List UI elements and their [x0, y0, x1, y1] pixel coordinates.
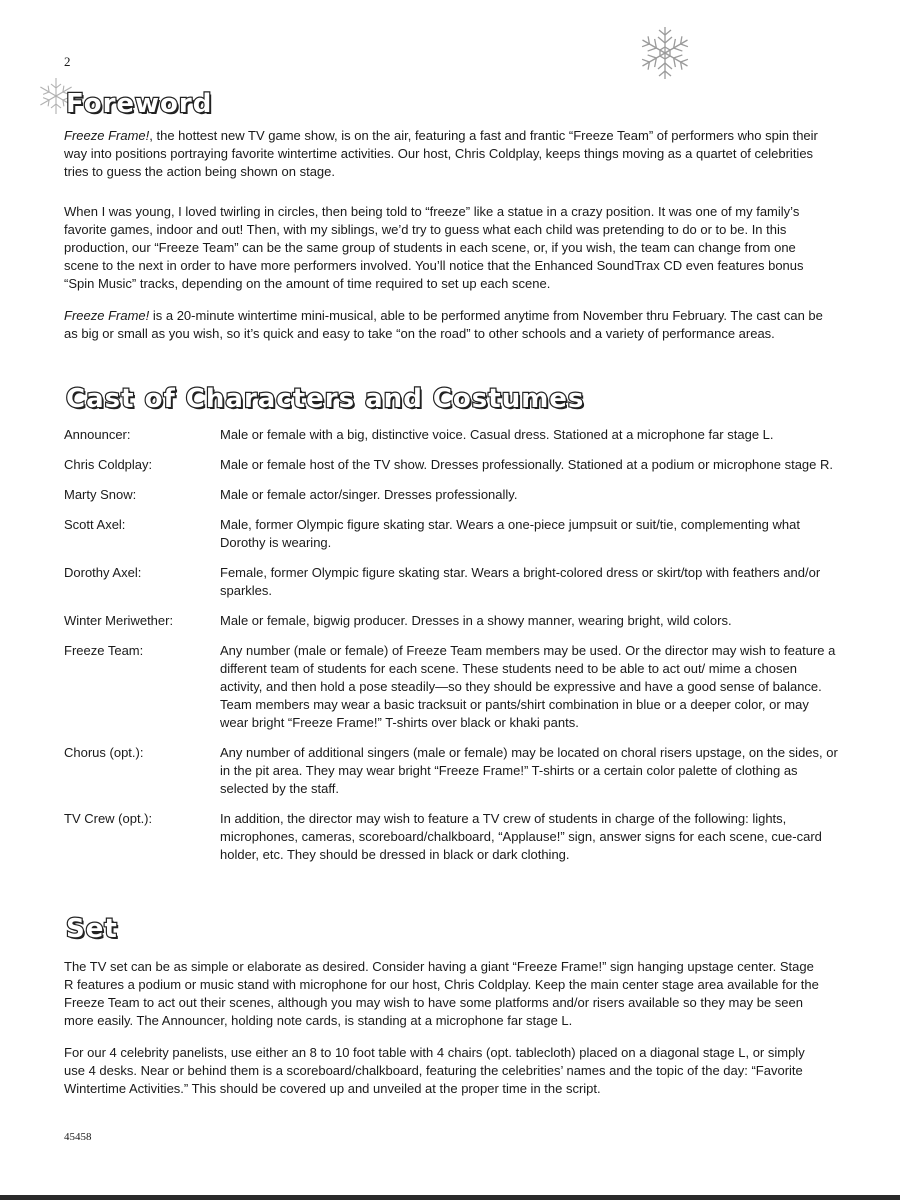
role-description: Female, former Olympic figure skating star. Wears a bright-colored dress or skirt/top with feathers and/or sparkles.	[220, 565, 821, 598]
snowflake-icon	[636, 24, 694, 82]
cast-row	[64, 642, 839, 732]
foreword-paragraph	[64, 307, 824, 343]
role-name: Announcer:	[64, 427, 131, 442]
role-description: Male or female actor/singer. Dresses professionally.	[220, 487, 518, 502]
role-name: Chris Coldplay:	[64, 457, 153, 472]
role-name: Winter Meriwether:	[64, 613, 174, 628]
show-title: Freeze Frame!	[64, 128, 150, 143]
cast-row	[64, 810, 839, 864]
foreword-paragraph: When I was young, I loved twirling in circles, then being told to “freeze” like a statue in a crazy position. It was one of my family’s favorite games, indoor and out! Then, with my siblings, we’d try to guess what each child was pretending to do or to be. In this production, our “Freeze Team” can be the same group of students in each scene, or, if you wish, the team can change from one scene to the next in order to have more performers involved. You’ll notice that the Enhanced SoundTrax CD even features bonus “Spin Music” tracks, depending on the amount of time required to set up each scene.	[64, 204, 804, 291]
footer-code: 45458	[64, 1131, 92, 1143]
show-title: Freeze Frame!	[64, 308, 150, 323]
role-description: Male or female host of the TV show. Dresses professionally. Stationed at a podium or microphone stage R.	[220, 457, 833, 472]
set-paragraph: For our 4 celebrity panelists, use either an 8 to 10 foot table with 4 chairs (opt. tablecloth) placed on a diagonal stage L, or simply use 4 desks. Near or behind them is a scoreboard/chalkboard, featuring the celebrities’ names and the topic of the day: “Favorite Wintertime Activities.” This should be covered up and unveiled at the proper time in the script.	[64, 1045, 805, 1096]
bottom-rule	[0, 1195, 900, 1200]
role-name: TV Crew (opt.):	[64, 811, 153, 826]
cast-row	[64, 456, 839, 474]
role-description: Any number (male or female) of Freeze Team members may be used. Or the director may wish to feature a different team of students for each scene. These students need to be able to act out/ mime a chosen activity, and then hold a pose steadily—so they should be expressive and have a good sense of balance. Team members may wear a basic tracksuit or pants/shirt combination in blue or a deeper color, or may wear bright “Freeze Frame!” T-shirts over black or khaki pants.	[220, 643, 836, 730]
role-description: In addition, the director may wish to feature a TV crew of students in charge of the following: lights, microphones, cameras, scoreboard/chalkboard, “Applause!” sign, answer signs for each scene, cue-card holder, etc. They should be dressed in black or dark clothing.	[220, 811, 822, 862]
role-description: Male or female, bigwig producer. Dresses in a showy manner, wearing bright, wild colors.	[220, 613, 732, 628]
role-description: Male, former Olympic figure skating star. Wears a one-piece jumpsuit or suit/tie, complementing what Dorothy is wearing.	[220, 517, 800, 550]
foreword-text: is a 20-minute wintertime mini-musical, able to be performed anytime from November thru February. The cast can be as big or small as you wish, so it’s quick and easy to take “on the road” to other schools and a variety of performance areas.	[64, 308, 823, 341]
role-description: Any number of additional singers (male or female) may be located on choral risers upstage, on the sides, or in the pit area. They may wear bright “Freeze Frame!” T-shirts or a certain color palette of clothing as selected by the staff.	[220, 745, 838, 796]
cast-row	[64, 612, 839, 630]
cast-list	[64, 426, 839, 876]
cast-row	[64, 516, 839, 552]
cast-heading: Cast of Characters and Costumes	[66, 384, 585, 414]
foreword-text: , the hottest new TV game show, is on the air, featuring a fast and frantic “Freeze Team” of performers who spin their way into positions portraying favorite wintertime activities. Our host, Chris Coldplay, keeps things moving as a quartet of celebrities tries to guess the action being shown on stage.	[64, 128, 818, 179]
set-heading: Set	[66, 914, 118, 944]
cast-row	[64, 486, 839, 504]
cast-row	[64, 744, 839, 798]
cast-row	[64, 426, 839, 444]
role-description: Male or female with a big, distinctive voice. Casual dress. Stationed at a microphone far stage L.	[220, 427, 774, 442]
role-name: Scott Axel:	[64, 517, 126, 532]
role-name: Chorus (opt.):	[64, 745, 144, 760]
cast-row	[64, 564, 839, 600]
foreword-paragraph	[64, 127, 824, 181]
role-name: Marty Snow:	[64, 487, 137, 502]
set-paragraph: The TV set can be as simple or elaborate as desired. Consider having a giant “Freeze Frame!” sign hanging upstage center. Stage R features a podium or music stand with microphone for our host, Chris Coldplay. Keep the main center stage area available for the Freeze Team to act out their scenes, although you may wish to have some platforms and/or risers available so they may be seen more easily. The Announcer, holding note cards, is standing at a microphone far stage L.	[64, 959, 819, 1028]
role-name: Freeze Team:	[64, 643, 144, 658]
foreword-heading: Foreword	[66, 89, 213, 119]
page-number: 2	[64, 54, 71, 69]
role-name: Dorothy Axel:	[64, 565, 142, 580]
